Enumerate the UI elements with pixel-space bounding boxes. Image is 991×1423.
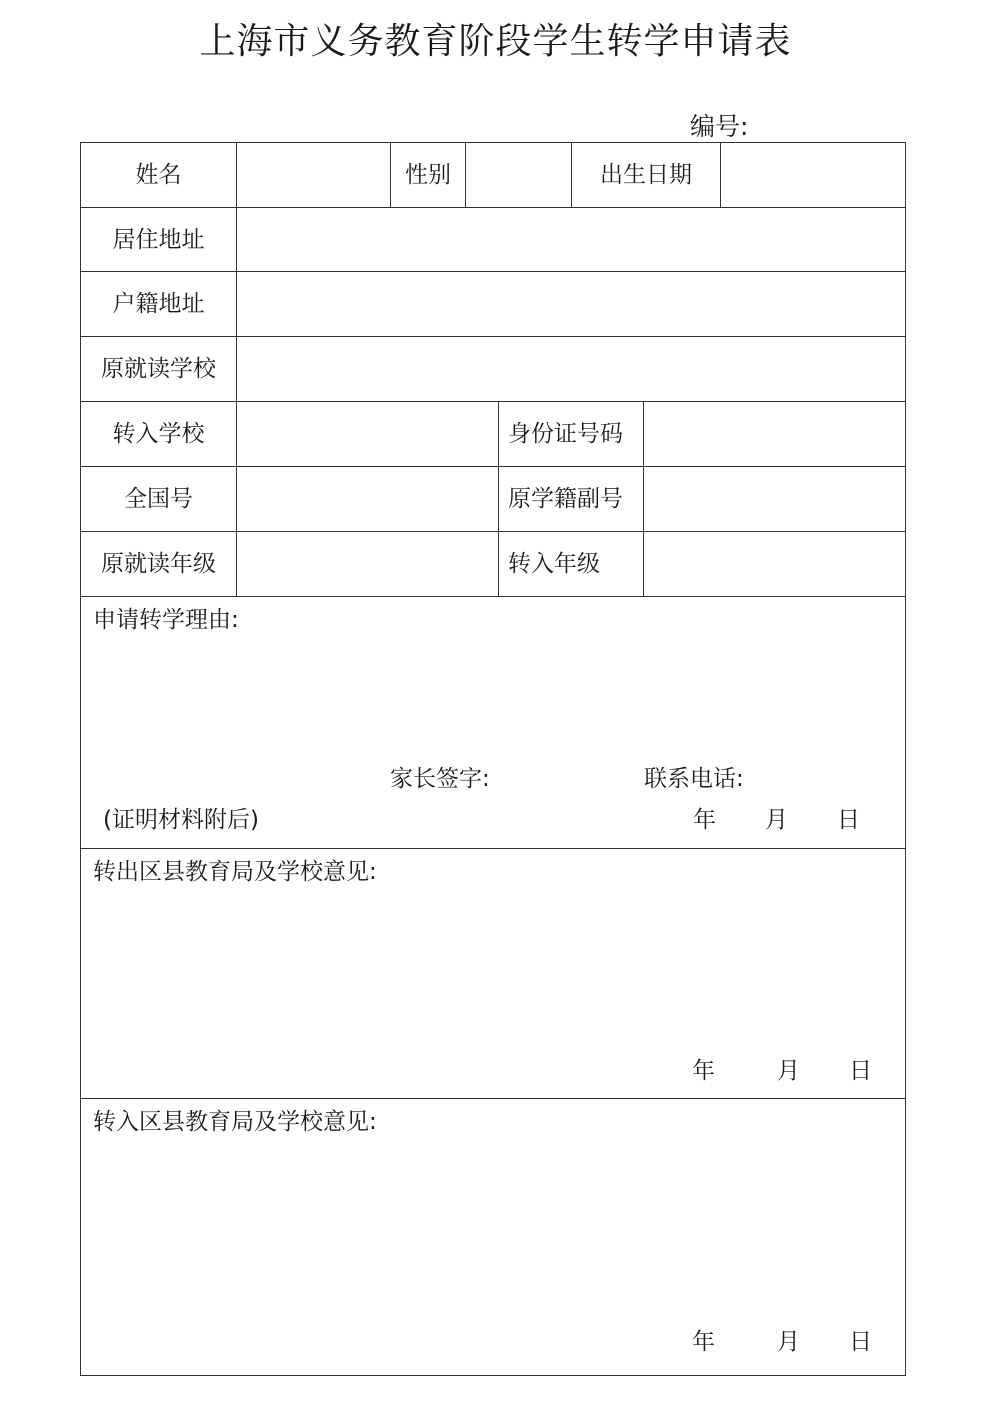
birth-date-label: 出生日期 — [600, 162, 692, 188]
gender-field[interactable] — [467, 145, 569, 205]
id-number-label: 身份证号码 — [508, 421, 623, 447]
out-date-year: 年 — [692, 1058, 715, 1084]
reason-date-day: 日 — [837, 807, 860, 833]
transfer-application-form — [80, 142, 906, 1376]
national-no-label: 全国号 — [124, 486, 193, 512]
out-date-month: 月 — [777, 1058, 800, 1084]
transfer-in-opinion-field[interactable] — [93, 1145, 893, 1315]
column-divider — [720, 143, 721, 207]
in-date-year: 年 — [692, 1329, 715, 1355]
transfer-out-opinion-field[interactable] — [93, 895, 893, 1045]
transfer-out-opinion-label: 转出区县教育局及学校意见: — [93, 859, 377, 885]
column-divider — [465, 143, 466, 207]
transfer-reason-label: 申请转学理由: — [93, 607, 239, 633]
section-divider — [81, 1098, 905, 1099]
original-school-field[interactable] — [238, 338, 903, 399]
name-field[interactable] — [238, 145, 388, 205]
section-divider — [81, 848, 905, 849]
transfer-school-label: 转入学校 — [112, 421, 205, 447]
row-divider — [81, 271, 905, 272]
column-divider — [236, 143, 237, 596]
in-date-month: 月 — [777, 1329, 800, 1355]
contact-phone-label: 联系电话: — [644, 766, 744, 792]
id-number-field[interactable] — [645, 403, 903, 464]
residence-address-label: 居住地址 — [112, 227, 205, 253]
serial-number-label: 编号: — [690, 112, 749, 141]
transfer-in-opinion-label: 转入区县教育局及学校意见: — [93, 1109, 377, 1135]
national-no-field[interactable] — [238, 468, 496, 529]
original-grade-field[interactable] — [238, 533, 496, 594]
original-school-label: 原就读学校 — [101, 356, 216, 382]
row-divider — [81, 401, 905, 402]
row-divider — [81, 336, 905, 337]
name-label: 姓名 — [135, 162, 182, 188]
in-date-day: 日 — [849, 1329, 872, 1355]
row-divider — [81, 596, 905, 597]
out-date-day: 日 — [849, 1058, 872, 1084]
row-divider — [81, 207, 905, 208]
original-grade-label: 原就读年级 — [101, 551, 216, 577]
transfer-grade-label: 转入年级 — [508, 551, 600, 577]
original-register-no-label: 原学籍副号 — [508, 486, 623, 512]
original-register-no-field[interactable] — [645, 468, 903, 529]
column-divider — [498, 401, 499, 596]
row-divider — [81, 531, 905, 532]
transfer-grade-field[interactable] — [645, 533, 903, 594]
household-address-field[interactable] — [238, 273, 903, 334]
gender-label: 性别 — [405, 162, 451, 188]
transfer-reason-field[interactable] — [93, 643, 893, 753]
household-address-label: 户籍地址 — [112, 291, 205, 317]
row-divider — [81, 466, 905, 467]
transfer-school-field[interactable] — [238, 403, 496, 464]
residence-address-field[interactable] — [238, 209, 903, 269]
reason-date-year: 年 — [693, 807, 716, 833]
reason-date-month: 月 — [765, 807, 788, 833]
form-title: 上海市义务教育阶段学生转学申请表 — [199, 21, 792, 62]
parent-signature-label: 家长签字: — [390, 766, 490, 792]
column-divider — [643, 401, 644, 596]
attachments-note: (证明材料附后) — [103, 807, 259, 833]
birth-date-field[interactable] — [722, 145, 903, 205]
